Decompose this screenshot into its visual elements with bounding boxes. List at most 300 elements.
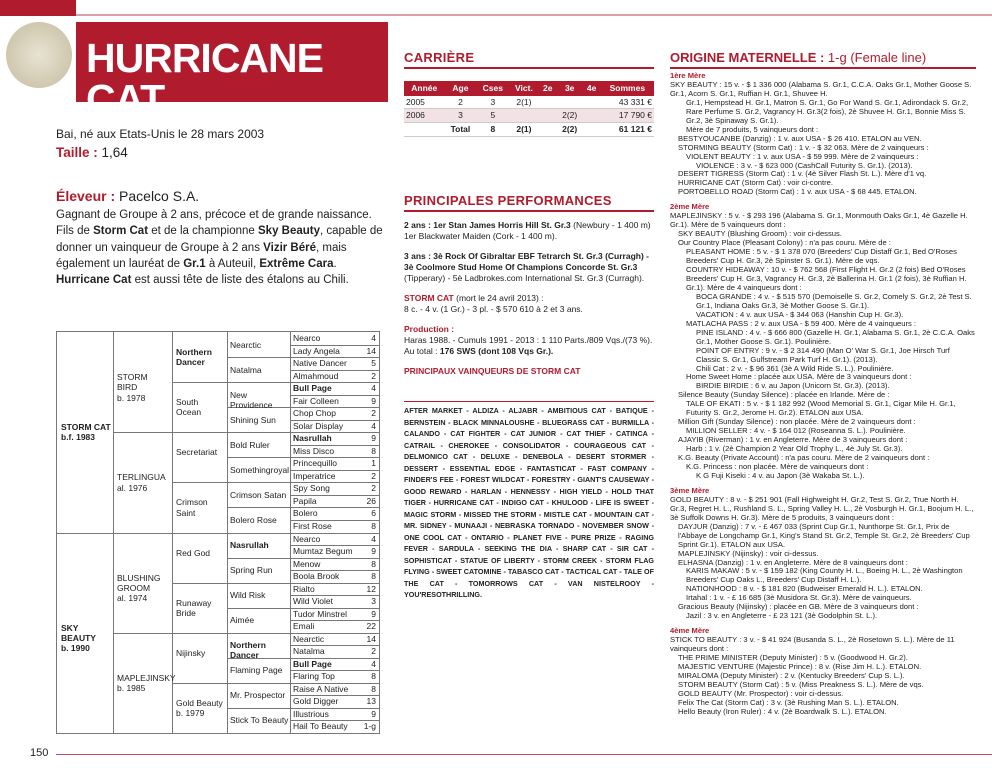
career-cell: 3 [476, 96, 509, 109]
perf-3yo-bold: 3 ans : 3è Rock Of Gibraltar EBF Tetrarch St. Gr.3 (Curragh) - 3è Coolmore Stud Home Of Champions Concorde St. Gr.3 [404, 251, 649, 273]
pedigree-divider [227, 558, 290, 559]
pedigree-g5 [293, 458, 376, 468]
career-total-cell: 8 [476, 122, 509, 136]
top-bar [0, 0, 992, 18]
dam-line: Gr.1, Hempstead H. Gr.1, Matron S. Gr.1, Go For Wand S. Gr.1, Adirondack S. Gr.2, Rare Perfume S. Gr.2, Vagrancy H. Gr.3(2 fois), 2è Shuvee H. Gr.1, Bonnie Miss S. Gr.2, 3è Spinaway S. Gr.1). [686, 97, 969, 125]
perf-2yo-bold: 2 ans : 1er Stan James Horris Hill St. Gr.3 [404, 220, 571, 230]
g5-family-number: 1-g [363, 721, 376, 732]
career-cell [509, 109, 538, 123]
g5-family-number: 4 [371, 658, 376, 669]
dam-line: TALE OF EKATI : 5 v. - $ 1 182 992 (Wood Memorial S. Gr.1, Cigar Mile H. Gr.1, Futurity S. Gr.2, Jerome H. Gr.2). ETALON aux USA. [686, 399, 956, 418]
g5-family-number: 2 [371, 470, 376, 481]
production-line2a: Au total : [404, 346, 440, 357]
pedigree-g5 [293, 559, 376, 569]
dam-line: Mère de 7 produits, 5 vainqueurs dont : [686, 124, 819, 134]
career-cell [539, 109, 557, 123]
size-label: Taille : [56, 145, 98, 161]
g4-name: Spring Run [230, 565, 273, 576]
pedigree-g5 [293, 721, 376, 731]
dam-line: BESTYOUCANBE (Danzig) : 1 v. aux USA - $ 26 410. ETALON au VEN. [678, 133, 922, 143]
career-cell [557, 96, 583, 109]
horse-intro [56, 126, 390, 163]
career-cell: 5 [476, 109, 509, 123]
breeder-name: Pacelco S.A. [119, 188, 200, 204]
parent-name: STORM CAT [61, 422, 111, 433]
size-line [56, 143, 390, 163]
pedigree-g4 [230, 365, 289, 375]
pedigree-g5 [293, 421, 376, 431]
stud-name: STORM CAT [404, 293, 454, 304]
perf-2yo-line2: 1er Blackwater Maiden (Cork - 1 400 m). [404, 231, 558, 242]
parent-name: SKY BEAUTY [61, 622, 96, 643]
dam-line: HURRICANE CAT (Storm Cat) : voir ci-contre. [678, 178, 833, 188]
dam-line: K.G. Princess : non placée. Mère de vainqueurs dont : [686, 461, 869, 471]
dam-generation-label: 2ème Mère [670, 202, 710, 212]
size-value: 1,64 [101, 145, 128, 161]
maternal-rule [670, 67, 976, 69]
production-title: Production : [404, 324, 455, 335]
pedigree-divider [113, 633, 172, 634]
g5-name: Papila [293, 495, 317, 506]
g5-name: Natalma [293, 646, 325, 657]
pedigree-divider [227, 608, 290, 609]
footer-rule [56, 754, 992, 755]
g5-name: Boola Brook [293, 571, 340, 582]
dam-generation-label: 3ème Mère [670, 485, 710, 495]
career-total-cell: Total [444, 122, 476, 136]
g5-name: Flaring Top [293, 671, 335, 682]
g5-family-number: 8 [371, 683, 376, 694]
pedigree-g5 [293, 671, 376, 681]
grandparent-info: al. 1976 [117, 482, 148, 493]
pedigree-divider [227, 357, 290, 358]
pedigree-grandparent [117, 472, 170, 492]
dam-line: BOCA GRANDE : 4 v. - $ 515 570 (Demoiselle S. Gr.2, Comely S. Gr.2, 2è Test S. Gr.1, Indiana Oaks Gr.3, 3è Mother Goose S. Gr.1). [696, 291, 972, 310]
g4-name: Flaming Page [230, 665, 283, 676]
g5-name: Fair Colleen [293, 395, 339, 406]
dam-line: STORM BEAUTY (Storm Cat) : 5 v. (Miss Preakness S. L.). Mère de vqs. [678, 679, 924, 689]
g5-name: Native Dancer [293, 358, 347, 369]
grandparent-info: al. 1974 [117, 593, 148, 603]
career-row [404, 96, 654, 109]
pedigree-g3 [176, 698, 225, 718]
stud-seal-logo [6, 22, 72, 88]
g5-name: Imperatrice [293, 470, 336, 481]
title-banner [76, 22, 388, 122]
pedigree-g4 [230, 565, 289, 575]
g5-name: Bolero [293, 508, 318, 519]
g5-family-number: 8 [371, 520, 376, 531]
birth-info: Bai, né aux Etats-Unis le 28 mars 2003 [56, 127, 265, 141]
pedigree-chart [56, 331, 380, 734]
pedigree-g5 [293, 396, 376, 406]
dam-line: MAPLEJINSKY : 5 v. - $ 293 196 (Alabama S. Gr.1, Monmouth Oaks Gr.1, 4è Gazelle H. Gr.1). Mère de 5 vainqueurs dont : [670, 211, 968, 230]
pedigree-g3 [176, 548, 225, 558]
career-row [404, 109, 654, 123]
perf-3yo-rest: (Tipperary) - 5è Ladbrokes.com International St. Gr.3 (Curragh). [404, 273, 645, 284]
dam-line: DESERT TIGRESS (Storm Cat) : 1 v. (4è Silver Flash St. L.). Mère d'1 vq. [678, 169, 927, 179]
horse-name-title: HURRICANE CAT [86, 35, 323, 122]
dam-line: NATIONHOOD : 8 v. - $ 181 820 (Budweiser Emerald H. L.). ETALON. [686, 584, 923, 594]
dam-line: Felix The Cat (Storm Cat) : 3 v. (3è Rushing Man S. L.). ETALON. [678, 697, 899, 707]
dam-line: VIOLENCE : 3 v. - $ 623 000 (CashCall Futurity S. Gr.1). (2013). [696, 160, 913, 170]
pedigree-divider [172, 583, 227, 584]
career-col-header: Année [404, 81, 444, 96]
dam-line: Our Country Place (Pleasant Colony) : n'a pas couru. Mère de : [678, 238, 891, 248]
pedigree-g5 [293, 333, 376, 343]
pedigree-parent [61, 623, 111, 654]
g5-family-number: 14 [366, 345, 376, 356]
performances-rule [404, 210, 654, 212]
pedigree-g5 [293, 709, 376, 719]
perf-3yo [404, 251, 654, 284]
pedigree-divider [172, 382, 227, 383]
pedigree-g4 [230, 440, 289, 450]
g5-name: Miss Disco [293, 445, 335, 456]
pedigree-g5 [293, 346, 376, 356]
pedigree-divider [172, 533, 227, 534]
g5-family-number: 4 [371, 383, 376, 394]
pedigree-grandparent [117, 573, 170, 604]
g5-name: Emali [293, 621, 315, 632]
g5-name: Wild Violet [293, 596, 333, 607]
g5-family-number: 9 [371, 433, 376, 444]
parent-info: b. 1990 [61, 643, 90, 654]
pedigree-g5 [293, 609, 376, 619]
career-cell: 2006 [404, 109, 444, 123]
dam-line: BIRDIE BIRDIE : 6 v. au Japon (Unicorn St. Gr.3). (2013). [696, 381, 890, 391]
dam-line: PORTOBELLO ROAD (Storm Cat) : 1 v. aux USA - $ 68 445. ETALON. [678, 187, 917, 197]
g5-name: Hail To Beauty [293, 721, 348, 732]
dam-line: KARIS MAKAW : 5 v. - $ 159 182 (King County H. L., Boeing H. L., 2è Washington Breeders' Cup Oaks L., Breeders' Cup Distaff H. L.). [686, 566, 963, 585]
pedigree-divider [227, 583, 290, 584]
career-total-row [404, 122, 654, 136]
g5-family-number: 9 [371, 608, 376, 619]
dam-line: MATLACHA PASS : 2 v. aux USA - $ 59 400. Mère de 4 vainqueurs : [686, 318, 917, 328]
dam-line: DAYJUR (Danzig) : 7 v. - £ 467 033 (Sprint Cup Gr.1, Nunthorpe St. Gr.1, Prix de l'Abbaye de Longchamp Gr.1, King's Stand St. Gr.2, Temple St. Gr.2, 2è Breeders' Cup Sprint Gr.1). ETALON aux USA. [678, 521, 970, 549]
g5-name: Rialto [293, 583, 315, 594]
g5-family-number: 5 [371, 358, 376, 369]
pedigree-grandparent [117, 372, 170, 403]
pedigree-divider [113, 533, 172, 534]
career-col-header: Sommes [601, 81, 654, 96]
pedigree-divider [172, 683, 227, 684]
career-col-header: Cses [476, 81, 509, 96]
g4-name: Nasrullah [230, 540, 269, 551]
pedigree-divider [113, 432, 172, 433]
pedigree-g5 [293, 534, 376, 544]
g5-family-number: 4 [371, 420, 376, 431]
g5-family-number: 8 [371, 571, 376, 582]
career-cell: 43 331 € [601, 96, 654, 109]
dam-line: STORMING BEAUTY (Storm Cat) : 1 v. - $ 32 063. Mère de 2 vainqueurs : [678, 142, 929, 152]
career-table [404, 81, 654, 137]
dam-line: MILLION SELLER : 4 v. - $ 164 012 (Roseanna S. L.). Poulinière. [686, 426, 906, 436]
pedigree-divider [172, 432, 227, 433]
breeder-label: Éleveur : [56, 188, 116, 204]
winners-title: PRINCIPAUX VAINQUEURS DE STORM CAT [404, 366, 581, 377]
pedigree-g3 [176, 447, 225, 457]
g5-family-number: 22 [366, 621, 376, 632]
g5-name: Tudor Minstrel [293, 608, 348, 619]
dam-line: Home Sweet Home : placée aux USA. Mère de 3 vainqueurs dont : [686, 372, 912, 382]
dam-line: PINE ISLAND : 4 v. - $ 666 800 (Gazelle H. Gr.1, Alabama S. Gr.1, 2è C.C.A. Oaks Gr.1, Mother Goose S. Gr.1). Poulinière. [696, 327, 975, 346]
career-cell: 2(2) [557, 109, 583, 123]
dam-line: SKY BEAUTY (Blushing Groom) : voir ci-dessus. [678, 229, 842, 239]
pedigree-g5 [293, 433, 376, 443]
career-cell: 17 790 € [601, 109, 654, 123]
pedigree-divider [227, 382, 290, 383]
grandparent-name: MAPLEJINSKY [117, 672, 176, 683]
g5-name: Chop Chop [293, 408, 337, 419]
pedigree-g5 [293, 546, 376, 556]
g4-name: Stick To Beauty [230, 715, 289, 726]
g5-family-number: 4 [371, 533, 376, 544]
dam-line: POINT OF ENTRY : 9 v. - $ 2 314 490 (Man O' War S. Gr.1, Joe Hirsch Turf Classic S. Gr.1, Gulfstream Park Turf H. Gr.1). (2013). [696, 345, 950, 364]
dam-generation-label: 4ème Mère [670, 626, 710, 636]
pedigree-g4 [230, 515, 289, 525]
maternal-title-rest: 1-g (Female line) [824, 50, 927, 65]
grandparent-name: STORM BIRD [117, 372, 148, 393]
pedigree-g5 [293, 358, 376, 368]
pedigree-g5 [293, 383, 376, 393]
career-total-cell [404, 122, 444, 136]
g5-name: Princequillo [293, 458, 337, 469]
g5-name: Menow [293, 558, 321, 569]
g5-family-number: 6 [371, 508, 376, 519]
g4-name: Shining Sun [230, 414, 276, 425]
g5-family-number: 14 [366, 633, 376, 644]
g5-family-number: 9 [371, 546, 376, 557]
career-col-header: 4e [583, 81, 601, 96]
desc-hurricane-cat: Hurricane Cat [56, 274, 132, 287]
parent-info: b.f. 1983 [61, 432, 96, 443]
career-col-header: 2e [539, 81, 557, 96]
pedigree-grandparent [117, 672, 176, 694]
pedigree-g4 [230, 340, 289, 350]
dam-line: MAPLEJINSKY (Nijinsky) : voir ci-dessus. [678, 548, 819, 558]
g5-name: Bull Page [293, 658, 332, 669]
breeder-description [56, 207, 390, 289]
desc-gr1: Gr.1 [183, 257, 206, 270]
dam-line: GOLD BEAUTY : 8 v. - $ 251 901 (Fall Highweight H. Gr.2, Test S. Gr.2, True North H. Gr.3, Regret H. L., Rushland S. L., Spring Valley H. L., 2è Vosburgh H. Gr.1, Boojum H. L., 3è Suffolk Downs H. Gr.3). Mère de 5 produits, 3 vainqueurs dont : [670, 494, 974, 522]
pedigree-parent [61, 422, 111, 442]
dam-line: Gracious Beauty (Nijinsky) : placée en GB. Mère de 3 vainqueurs dont : [678, 602, 919, 612]
pedigree-divider [172, 482, 227, 483]
dam-line: Harb : 1 v. (2è Champion 2 Year Old Trophy L., 4è July St. Gr.3). [686, 444, 903, 454]
g3-name: Gold Beauty b. 1979 [176, 697, 223, 719]
g5-family-number: 9 [371, 708, 376, 719]
pedigree-g5 [293, 696, 376, 706]
dam-line: GOLD BEAUTY (Mr. Prospector) : voir ci-dessus. [678, 688, 844, 698]
pedigree-g5 [293, 446, 376, 456]
production-info [404, 324, 654, 357]
g5-family-number: 4 [371, 333, 376, 343]
career-title: CARRIÈRE [404, 50, 475, 65]
pedigree-g4 [230, 590, 289, 600]
pedigree-divider [227, 482, 290, 483]
career-rule [404, 67, 654, 69]
dam-line: Hello Beauty (Iron Ruler) : 4 v. (2è Boardwalk S. L.). ETALON. [678, 706, 887, 716]
g4-name: Mr. Prospector [230, 690, 286, 701]
dam-line: ELHASNA (Danzig) : 1 v. en Angleterre. Mère de 8 vainqueurs dont : [678, 557, 908, 567]
g5-family-number: 12 [366, 583, 376, 594]
g3-name: Runaway Bride [176, 597, 212, 618]
g4-name: Natalma [230, 364, 262, 375]
pedigree-g4 [230, 390, 289, 410]
desc-part: est aussi tête de liste des étalons au Chili. [131, 274, 349, 287]
production-line1: Haras 1988. - Cumuls 1991 - 2013 : 1 110 Parts./809 Vqs./(73 %). [404, 335, 653, 346]
g3-name: Northern Dancer [176, 347, 212, 368]
career-total-cell: 2(2) [557, 122, 583, 136]
dam-line: PLEASANT HOME : 5 v. - $ 1 378 070 (Breeders' Cup Distaff Gr.1, Bed O'Roses Breeders' Cup H. Gr.3, 2è Spinster S. Gr.1). Mère de vqs. [686, 247, 957, 266]
career-col-header: Vict. [509, 81, 538, 96]
dam-line: K.G. Beauty (Private Account) : n'a pas couru. Mère de 2 vainqueurs dont : [678, 453, 930, 463]
career-total-cell: 2(1) [509, 122, 538, 136]
winners-rule [404, 401, 654, 402]
g5-family-number: 1 [371, 458, 376, 469]
maternal-title-bold: ORIGINE MATERNELLE : [670, 50, 825, 65]
career-cell [583, 109, 601, 123]
g5-family-number: 8 [371, 558, 376, 569]
stud-rest: (mort le 24 avril 2013) : [453, 293, 544, 304]
g5-family-number: 9 [371, 395, 376, 406]
pedigree-g5 [293, 634, 376, 644]
g5-name: First Rose [293, 520, 332, 531]
g5-family-number: 3 [371, 596, 376, 607]
desc-sky-beauty: Sky Beauty [258, 225, 321, 238]
production-line2b: 176 SWS (dont 108 Vqs Gr.). [439, 346, 554, 357]
g4-name: Aimée [230, 615, 255, 626]
dam-line: STICK TO BEAUTY : 3 v. - $ 41 924 (Busanda S. L., 2è Rosetown S. L.). Mère de 11 vainqueurs dont : [670, 635, 955, 654]
dam-line: VACATION : 4 v. aux USA - $ 344 063 (Hanshin Cup H. Gr.3). [696, 309, 904, 319]
pedigree-divider [227, 432, 290, 433]
g5-name: Raise A Native [293, 683, 349, 694]
pedigree-divider [227, 507, 290, 508]
career-col-header: Age [444, 81, 476, 96]
stud-line2: 8 c. - 4 v. (1 Gr.) - 3 pl. - $ 570 610 à 2 et 3 ans. [404, 304, 583, 315]
g3-name: Crimson Saint [176, 497, 208, 518]
pedigree-g5 [293, 483, 376, 493]
top-accent [0, 0, 76, 16]
pedigree-divider [227, 533, 290, 534]
g4-name: New Providence [230, 389, 273, 410]
g5-family-number: 26 [366, 495, 376, 506]
dam-line: Silence Beauty (Sunday Silence) : placée en Irlande. Mère de : [678, 390, 890, 400]
dam-generation-label: 1ère Mère [670, 71, 706, 80]
desc-vizir: Vizir Béré [263, 241, 317, 254]
g5-name: Almahmoud [293, 370, 339, 381]
g5-name: Nasrullah [293, 433, 332, 444]
pedigree-divider [227, 457, 290, 458]
g5-name: Bull Page [293, 383, 332, 394]
pedigree-divider [172, 633, 227, 634]
maternal-title [670, 50, 926, 66]
pedigree-g4 [230, 415, 289, 425]
g4-name: Northern Dancer [230, 640, 266, 661]
pedigree-g3 [176, 497, 225, 517]
career-cell: 2(1) [509, 96, 538, 109]
breeder-section [56, 187, 390, 289]
career-col-header: 3e [557, 81, 583, 96]
pedigree-g4 [230, 490, 289, 500]
g3-name: Secretariat [176, 447, 218, 458]
dam-line: THE PRIME MINISTER (Deputy Minister) : 5 v. (Goodwood H. Gr.2). [678, 653, 908, 663]
dam-line: Irtahal : 1 v. - £ 16 685 (3è Musidora St. Gr.3). Mère de vainqueurs. [686, 593, 912, 603]
dam-line: SKY BEAUTY : 15 v. - $ 1 336 000 (Alabama S. Gr.1, C.C.A. Oaks Gr.1, Mother Goose S. Gr.1, Acorn S. Gr.1, Ruffian H. Gr.1, Shuvee H. [670, 79, 972, 98]
g4-name: Nearctic [230, 339, 262, 350]
g5-name: Gold Digger [293, 696, 339, 707]
page-number: 150 [30, 747, 49, 759]
career-cell: 2 [444, 96, 476, 109]
pedigree-g5 [293, 508, 376, 518]
grandparent-name: BLUSHING GROOM [117, 572, 161, 593]
g5-name: Lady Angela [293, 345, 340, 356]
maternal-lines [670, 72, 976, 717]
pedigree-g4 [230, 640, 289, 660]
career-cell: 2005 [404, 96, 444, 109]
dam-line: AJAYIB (Riverman) : 1 v. en Angleterre. Mère de 3 vainqueurs dont : [678, 435, 908, 445]
g3-name: Red God [176, 547, 211, 558]
desc-extreme-cara: Extrême Cara [259, 257, 334, 270]
desc-storm-cat: Storm Cat [93, 225, 149, 238]
g4-name: Wild Risk [230, 590, 266, 601]
pedigree-g5 [293, 596, 376, 606]
performances-section [404, 220, 654, 378]
g4-name: Bolero Rose [230, 514, 277, 525]
pedigree-divider [227, 633, 290, 634]
pedigree-divider [57, 533, 113, 534]
pedigree-g3 [176, 347, 225, 367]
dam-line: MIRALOMA (Deputy Minister) : 2 v. (Kentucky Breeders' Cup S. L.). [678, 670, 905, 680]
pedigree-g4 [230, 690, 289, 700]
pedigree-divider [227, 708, 290, 709]
g5-name: Nearctic [293, 633, 325, 644]
desc-part: et de la championne [148, 225, 258, 238]
grandparent-info: b. 1978 [117, 392, 146, 403]
g5-family-number: 2 [371, 483, 376, 494]
pedigree-g4 [230, 615, 289, 625]
perf-2yo-rest: (Newbury - 1 400 m) [570, 220, 651, 230]
pedigree-g5 [293, 521, 376, 531]
stud-info [404, 293, 654, 315]
dam-line: VIOLENT BEAUTY : 1 v. aux USA - $ 59 999. Mère de 2 vainqueurs : [686, 151, 919, 161]
pedigree-divider [227, 683, 290, 684]
dam-line: Million Gift (Sunday Silence) : non placée. Mère de 2 vainqueurs dont : [678, 417, 916, 427]
breeder-heading [56, 187, 390, 207]
g5-family-number: 8 [371, 671, 376, 682]
pedigree-g3 [176, 397, 225, 417]
dam-line: K G Fuji Kiseki : 4 v. au Japon (3è Wakaba St. L.). [696, 470, 865, 480]
pedigree-g5 [293, 496, 376, 506]
g5-family-number: 2 [371, 646, 376, 657]
career-cell [539, 96, 557, 109]
g5-name: Nearco [293, 333, 321, 343]
pedigree-g5 [293, 571, 376, 581]
winners-list: AFTER MARKET - ALDIZA - ALJABR - AMBITIOUS CAT - BATIQUE - BERNSTEIN - BLACK MINNALOUSHE - BLUEGRASS CAT - BURMILLA - CALANDO - CAT FIGHTER - CAT JUNIOR - CAT THIEF - CATINCA - CATRAIL - CHEROKEE - CONSOLIDATOR - COURAGEOUS CAT - DELMONICO CAT - DELUXE - DENEBOLA - DESERT STORMER - DESSERT - ESSENTIAL EDGE - FANTASTICAT - FAST COMPANY - FINDER'S FEE - FOREST WILDCAT - FORESTRY - GIANT'S CAUSEWAY - GOOD REWARD - HARLAN - HENNESSY - HIGH YIELD - HOLD THAT TIGER - HURRICANE CAT - INDIGO CAT - KHULOOD - LIFE IS SWEET - MAGIC STORM - MISSED THE STORM - MISTLE CAT - MOUNTAIN CAT - MR. SIDNEY - MUNAAJI - NEBRASKA TORNADO - NOVEMBER SNOW - ONE COOL CAT - ONTARIO - PLANET FIVE - PURE PRIZE - RAGING FEVER - SARDULA - SEEKING THE DIA - SHARP CAT - SIR CAT - SOPHISTICAT - STATUE OF LIBERTY - STORM CREEK - STORM FLAG FLYING - SWEET CATOMINE - TABASCO CAT - TACTICAL CAT - TALE OF THE CAT - TOMORROWS CAT - VAN NISTELROOY - YOU'RESOTHRILLING. [404, 406, 654, 600]
g5-family-number: 8 [371, 445, 376, 456]
pedigree-g5 [293, 584, 376, 594]
g5-family-number: 2 [371, 370, 376, 381]
dam-line: Jazil : 3 v. en Angleterre - £ 23 121 (3è Godolphin St. L.). [686, 611, 878, 621]
career-body [404, 96, 654, 136]
pedigree-g3 [176, 598, 225, 618]
g4-name: Bold Ruler [230, 439, 270, 450]
pedigree-g5 [293, 621, 376, 631]
g4-name: Crimson Satan [230, 489, 287, 500]
g5-name: Illustrious [293, 708, 329, 719]
pedigree-g4 [230, 465, 289, 475]
